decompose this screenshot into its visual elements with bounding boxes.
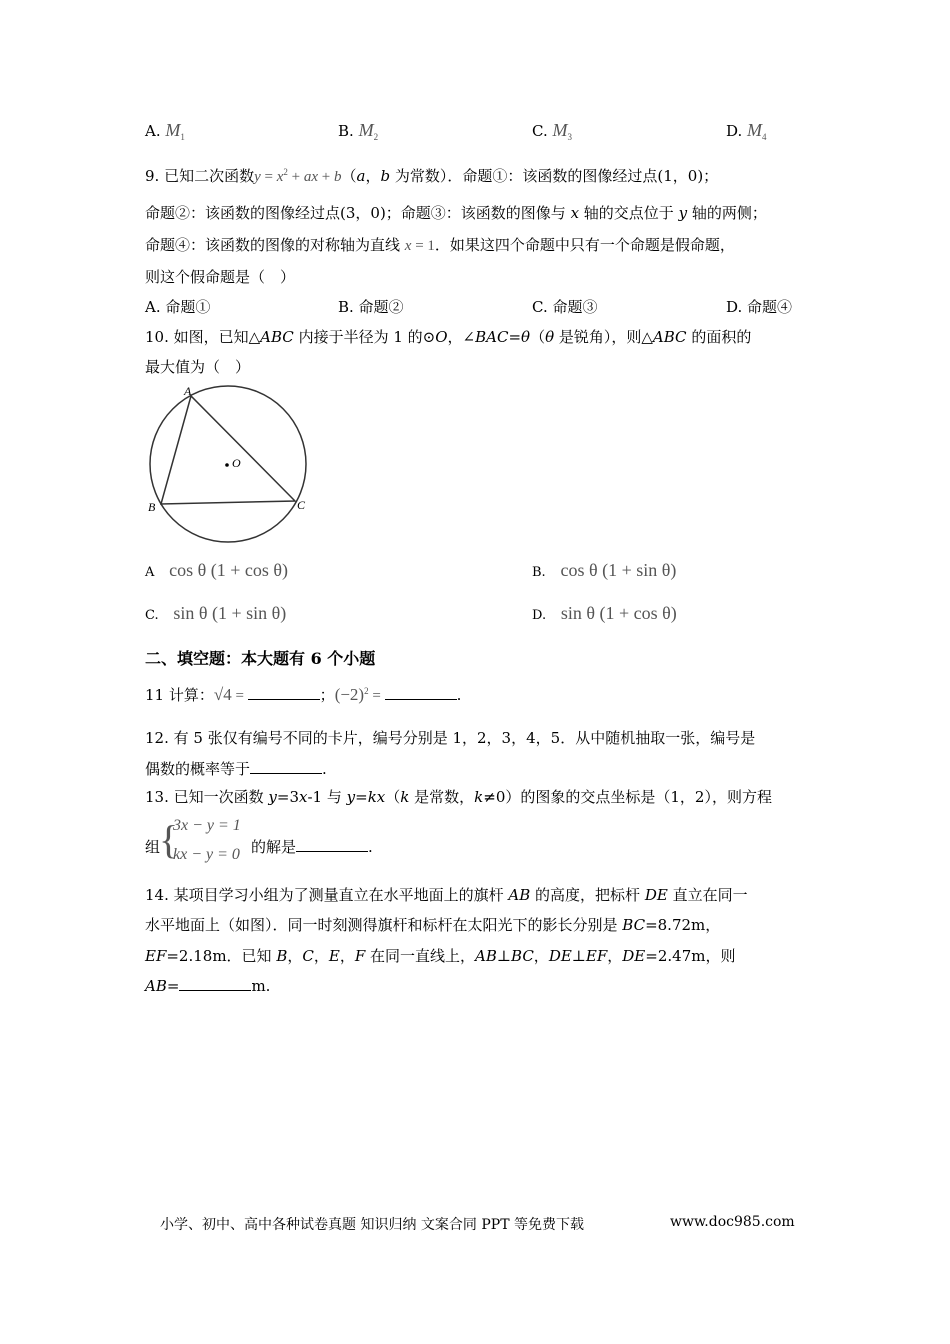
text: θ <box>521 328 531 346</box>
text: 是常数， <box>409 788 475 806</box>
text: 水平地面上（如图）．同一时刻测得旗杆和标杆在太阳光下的影长分别是 <box>145 916 623 934</box>
text: 命题④：该函数的图像的对称轴为直线 <box>145 236 405 254</box>
math: √4 <box>213 685 232 704</box>
option-sub: 4 <box>762 132 767 142</box>
text: O <box>435 328 448 346</box>
text: 轴的两侧； <box>687 204 767 222</box>
q8-option-c <box>532 120 572 142</box>
text: ； <box>319 686 335 704</box>
text: 11 计算： <box>145 686 214 704</box>
footer-url-link[interactable]: www.doc985.com <box>670 1214 795 1230</box>
text: 命题②：该函数的图像经过点(3，0)；命题③：该函数的图像与 <box>145 204 571 222</box>
math: 2 <box>364 686 369 696</box>
text: DE <box>644 886 668 904</box>
q12-line2 <box>145 758 327 779</box>
text: ⊥ <box>571 947 586 965</box>
text: 9. 已知二次函数 <box>145 167 255 185</box>
label-o: O <box>232 456 241 470</box>
option-sub: 1 <box>180 132 185 142</box>
text: ．如果这四个命题中只有一个命题是假命题， <box>434 236 735 254</box>
text: θ <box>545 328 555 346</box>
text: 14. 某项目学习小组为了测量直立在水平地面上的旗杆 <box>145 886 509 904</box>
text: F <box>354 947 366 965</box>
center-point <box>225 463 229 467</box>
text: BC <box>511 947 534 965</box>
math: ax <box>303 169 319 185</box>
text: . <box>368 838 373 856</box>
text: 在同一直线上， <box>365 947 476 965</box>
math: x <box>404 238 412 254</box>
text: C <box>302 947 314 965</box>
answer-blank[interactable] <box>250 759 322 774</box>
section-title: 二、填空题：本大题有 6 个小题 <box>145 649 376 668</box>
q9-option-b: B. 命题② <box>338 298 404 316</box>
text: 的解是 <box>251 838 297 856</box>
option-label: B. <box>338 122 354 140</box>
text: ， <box>533 947 549 965</box>
text: ≠0）的图象的交点坐标是（1，2），则方程 <box>483 788 772 806</box>
q9-line4: 则这个假命题是（ ） <box>145 268 296 286</box>
text: （ <box>530 328 546 346</box>
math: b <box>334 169 342 185</box>
q13-zu: 组 <box>145 838 161 856</box>
math: + <box>287 169 304 185</box>
math: = <box>260 169 277 185</box>
option-label: C. <box>532 122 548 140</box>
text: =3 <box>276 788 300 806</box>
text: 偶数的概率等于 <box>145 760 251 778</box>
text: BC <box>622 916 646 934</box>
q9-line1 <box>145 165 718 186</box>
equation-2: kx − y = 0 <box>173 846 240 863</box>
text: 为常数）．命题①：该函数的图像经过点(1，0)； <box>390 167 719 185</box>
system-brace: { <box>159 817 179 862</box>
text: 轴的交点位于 <box>579 204 679 222</box>
answer-blank[interactable] <box>248 685 320 700</box>
text: （ <box>385 788 401 806</box>
option-label: D. <box>726 122 743 140</box>
q14-line1 <box>145 884 748 905</box>
q9-line2 <box>145 202 767 223</box>
label-b: B <box>148 500 156 514</box>
option-label: B. <box>532 565 546 580</box>
label-a: A <box>184 384 192 398</box>
text: k <box>474 788 484 806</box>
option-math: sin θ (1 + cos θ) <box>560 603 677 623</box>
text: ， <box>339 947 355 965</box>
option-label: D. <box>532 608 547 623</box>
text: y <box>268 788 277 806</box>
q13-line1 <box>145 786 772 807</box>
text: = <box>355 788 368 806</box>
q11-line <box>145 684 461 705</box>
text: -1 与 <box>307 788 347 806</box>
answer-blank[interactable] <box>179 976 251 991</box>
text: x <box>570 204 580 222</box>
answer-blank[interactable] <box>296 837 368 852</box>
option-label: C. <box>145 608 159 623</box>
q10-line1 <box>145 326 751 347</box>
text: =2.47m，则 <box>645 947 736 965</box>
text: DE <box>548 947 572 965</box>
text: ， <box>287 947 303 965</box>
q9-option-c: C. 命题③ <box>532 298 598 316</box>
text: m. <box>251 977 271 995</box>
footer-text: 小学、初中、高中各种试卷真题 知识归纳 文案合同 PPT 等免费下载 <box>160 1217 584 1233</box>
math: (−2) <box>334 685 365 704</box>
text: x <box>299 788 308 806</box>
q9-line3 <box>145 234 735 255</box>
text: ， <box>313 947 329 965</box>
text: E <box>328 947 340 965</box>
text: 的面积的 <box>686 328 752 346</box>
text: （ <box>341 167 357 185</box>
q10-option-b <box>532 560 676 581</box>
text: ⊥ <box>496 947 512 965</box>
option-math: M <box>552 120 568 140</box>
option-label: A <box>145 565 155 580</box>
text: EF <box>585 947 608 965</box>
triangle-abc <box>161 396 295 504</box>
text: =8.72m， <box>645 916 721 934</box>
text: AB <box>508 886 531 904</box>
q8-option-a <box>145 120 185 142</box>
option-math: M <box>358 120 374 140</box>
text: . <box>456 686 462 704</box>
label-c: C <box>297 498 306 512</box>
equation-1: 3x − y = 1 <box>173 817 241 834</box>
option-math: cos θ (1 + sin θ) <box>560 560 677 580</box>
q9-option-d: D. 命题④ <box>726 298 793 316</box>
answer-blank[interactable] <box>385 685 457 700</box>
text: DE <box>622 947 646 965</box>
text: ABC <box>652 328 687 346</box>
math: = <box>231 688 248 704</box>
option-math: M <box>747 120 763 140</box>
text: BAC <box>475 328 509 346</box>
text: 10. 如图，已知△ <box>145 328 261 346</box>
option-math: sin θ (1 + sin θ) <box>173 603 287 623</box>
math: 2 <box>283 167 288 177</box>
text: 内接于半径为 1 的⊙ <box>293 328 436 346</box>
math: = 1 <box>411 238 435 254</box>
text: 是锐角），则△ <box>554 328 653 346</box>
math: = <box>368 688 385 704</box>
text: y <box>678 204 688 222</box>
text: EF <box>145 947 167 965</box>
math: + <box>318 169 335 185</box>
q14-line2 <box>145 914 720 935</box>
text: =2.18m．已知 <box>166 947 277 965</box>
q10-option-d <box>532 603 677 624</box>
q8-option-d <box>726 120 767 142</box>
option-sub: 3 <box>567 132 572 142</box>
text: B <box>276 947 288 965</box>
option-math: cos θ (1 + cos θ) <box>169 560 289 580</box>
text: a <box>356 167 366 185</box>
text: . <box>322 760 327 778</box>
text: 13. 已知一次函数 <box>145 788 269 806</box>
text: = <box>166 977 180 995</box>
text: k <box>400 788 410 806</box>
text: = <box>508 328 522 346</box>
text: y <box>346 788 356 806</box>
q10-option-c <box>145 603 286 624</box>
text: 的高度，把标杆 <box>530 886 645 904</box>
math: x <box>276 169 284 185</box>
q14-line3 <box>145 945 735 966</box>
q10-line2: 最大值为（ ） <box>145 358 251 376</box>
q12-line1: 12. 有 5 张仅有编号不同的卡片，编号分别是 1，2，3，4，5．从中随机抽取一张，编号是 <box>145 729 756 747</box>
text: 直立在同一 <box>667 886 748 904</box>
text: ，∠ <box>447 328 476 346</box>
math: y <box>254 169 261 185</box>
text: b <box>380 167 391 185</box>
q9-option-a: A. 命题① <box>145 298 211 316</box>
option-sub: 2 <box>373 132 379 142</box>
option-math: M <box>165 120 181 140</box>
text: AB <box>145 977 167 995</box>
circle-triangle-figure <box>140 380 320 545</box>
text: ， <box>607 947 623 965</box>
text: kx <box>367 788 386 806</box>
q10-option-a <box>145 560 288 581</box>
text: AB <box>475 947 497 965</box>
text: ABC <box>260 328 294 346</box>
q8-option-b <box>338 120 378 142</box>
q13-solution-line <box>251 836 373 857</box>
text: ， <box>365 167 381 185</box>
q14-line4 <box>145 976 270 995</box>
option-label: A. <box>145 122 161 140</box>
